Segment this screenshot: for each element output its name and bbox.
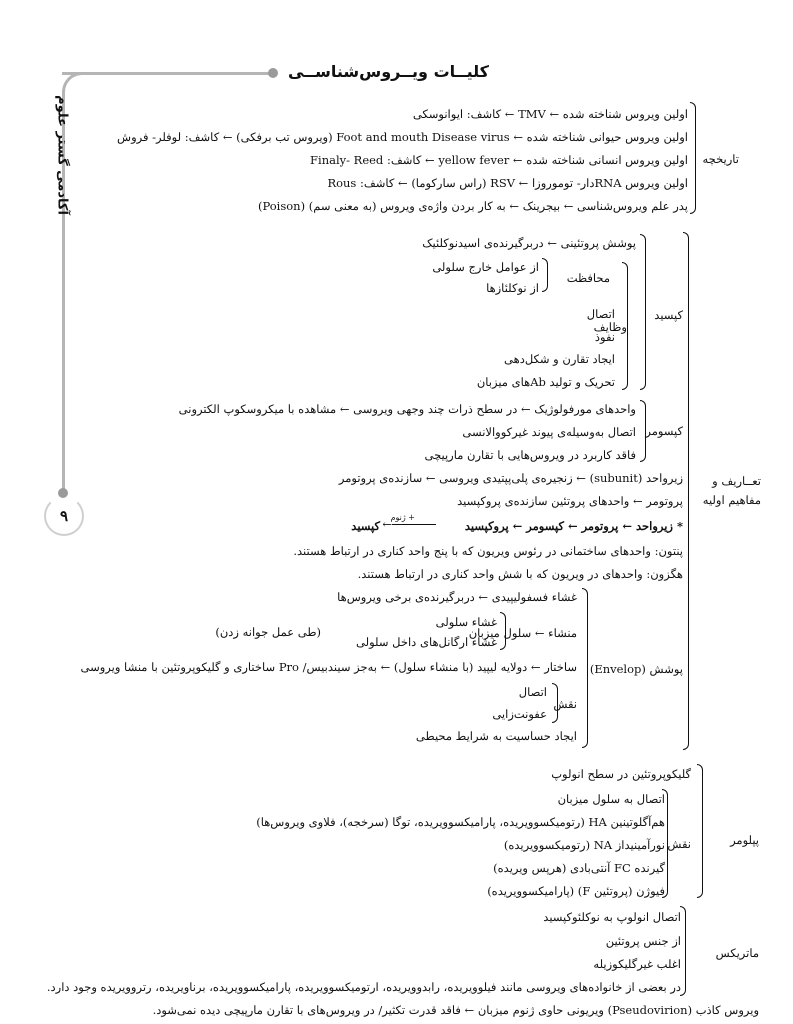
history-line: اولین ویروس انسانی شناخته شده ← yellow fever ← کاشف: Finaly- Reed	[310, 153, 688, 167]
origin-note: (طی عمل جوانه زدن)	[215, 625, 321, 639]
history-label: تاریخچه	[702, 152, 739, 166]
matrix-item: در بعضی از خانواده‌های ویروسی مانند فیلوویریده، رابدوویریده، ارتومیکسوویریده، پارامیکسوویریده، برناویریده، رتروویریده وجود دارد.	[46, 980, 681, 994]
capsomer-brace	[640, 400, 646, 462]
definitions-brace	[683, 232, 689, 750]
capsomer-label: کپسومر	[645, 424, 683, 438]
history-line: اولین ویروس حیوانی شناخته شده ← Foot and mouth Disease virus (ویروس تب برفکی) ← کاشف: لوفلر- فروش	[117, 130, 688, 144]
functions-label: وظایف	[593, 320, 627, 334]
protection-item: از عوامل خارج سلولی	[432, 260, 539, 274]
pseudovirion-line: ویروس کاذب (Pseudovirion) ویریونی حاوی ژنوم میزبان ← فاقد قدرت تکثیر/ در ویروس‌های با تقارن مارپیچی دیده نمی‌شود.	[152, 1003, 759, 1017]
history-brace	[690, 102, 696, 214]
peplomer-line: گلیکوپروتئین در سطح انولوپ	[551, 767, 691, 781]
peplomer-role-item: اتصال به سلول میزبان	[557, 792, 665, 806]
definitions-label: تعــاریف و	[712, 474, 761, 488]
function-item: ایجاد تقارن و شکل‌دهی	[504, 352, 615, 366]
capsid-label: کپسید	[654, 308, 683, 322]
peplomer-role-item: نورآمینیداز NA (رتومیکسوویریده)	[503, 838, 665, 852]
role-item: اتصال	[518, 685, 547, 699]
frame-corner	[62, 72, 84, 94]
history-line: اولین ویروس RNAدار- توموروزا ← RSV (راس سارکوما) ← کاشف: Rous	[327, 176, 688, 190]
capsid-brace	[640, 234, 646, 390]
protection-label: محافظت	[566, 271, 610, 285]
peplomer-role-item: گیرنده FC آنتی‌بادی (هرپس ویریده)	[493, 861, 665, 875]
brand-vertical: آکادمی گستر علوم	[54, 95, 70, 215]
chain-arrow-line	[392, 524, 436, 525]
envelope-label: پوشش (Envelop)	[589, 662, 683, 676]
peplomer-brace	[697, 764, 703, 898]
history-line: اولین ویروس شناخته شده ← TMV ← کاشف: ایوانوسکی	[412, 107, 688, 121]
protection-item: از نوکلئازها	[486, 281, 539, 295]
matrix-item: اغلب غیرگلیکوزیله	[593, 957, 681, 971]
penton-line: پنتون: واحدهای ساختمانی در رئوس ویریون که با پنج واحد کناری در ارتباط هستند.	[293, 544, 683, 558]
role-label: نقش	[553, 697, 577, 711]
page-title: کلیــات ویــروس‌شناســی	[288, 62, 489, 81]
capsomer-item: اتصال به‌وسیله‌ی پیوند غیرکووالانسی	[462, 425, 636, 439]
envelope-line: غشاء فسفولیپیدی ← دربرگیرنده‌ی برخی ویروس‌ها	[337, 590, 577, 604]
functions-brace	[622, 262, 628, 390]
page-number: ۹	[44, 496, 84, 536]
envelope-brace	[582, 588, 588, 748]
matrix-label: ماتریکس	[715, 946, 759, 960]
chain-arrow-head: ←	[382, 517, 392, 531]
envelope-last: ایجاد حساسیت به شرایط محیطی	[415, 729, 577, 743]
hexon-line: هگزون: واحدهای در ویریون که با شش واحد کناری در ارتباط هستند.	[357, 567, 683, 581]
role-item: عفونت‌زایی	[492, 707, 547, 721]
role-brace	[552, 683, 558, 723]
peplomer-role-item: فیوژن (پروتئین F) (پارامیکسوویریده)	[487, 884, 665, 898]
subunit-line: زیرواحد (subunit) ← زنجیره‌ی پلی‌پپتیدی ویروسی ← سازنده‌ی پروتومر	[338, 471, 683, 485]
function-item: اتصال	[586, 307, 615, 321]
origin-label: منشاء ← سلول میزبان	[468, 626, 577, 640]
origin-item: غشاء ارگانل‌های داخل سلولی	[356, 635, 497, 649]
rule-dot-top	[268, 68, 278, 78]
chain-arrow-label: + ژنوم	[390, 513, 415, 522]
function-item: نفوذ	[594, 330, 615, 344]
chain-prefix: * زیرواحد ← پروتومر ← کپسومر ← پروکپسید	[464, 519, 683, 533]
definitions-label: مفاهیم اولیه	[702, 493, 761, 507]
header-rule	[62, 72, 272, 75]
chain-suffix: کپسید	[351, 519, 380, 533]
peplomer-role-label: نقش	[667, 837, 691, 851]
protomer-line: پروتومر ← واحدهای پروتئین سازنده‌ی پروکپسید	[457, 494, 683, 508]
history-line: پدر علم ویروس‌شناسی ← بیجرینک ← به کار بردن واژه‌ی ویروس (به معنی سم) (Poison)	[257, 199, 688, 213]
capsomer-item: واحدهای مورفولوژیک ← در سطح ذرات چند وجهی ویروسی ← مشاهده با میکروسکوپ الکترونی	[178, 402, 636, 416]
matrix-item: از جنس پروتئین	[605, 934, 681, 948]
origin-brace	[500, 612, 506, 650]
protection-brace	[542, 258, 548, 292]
structure-line: ساختار ← دولایه لیپید (با منشاء سلول) ← به‌جز سیندبیس/ Pro ساختاری و گلیکوپروتئین با منشا ویروسی	[80, 660, 577, 674]
matrix-item: اتصال انولوپ به نوکلئوکپسید	[543, 910, 681, 924]
capsid-line: پوشش پروتئینی ← دربرگیرنده‌ی اسیدنوکلئیک	[422, 236, 636, 250]
function-item: تحریک و تولید Abهای میزبان	[476, 375, 615, 389]
origin-item: غشاء سلولی	[435, 615, 497, 629]
capsomer-item: فاقد کاربرد در ویروس‌هایی با تقارن مارپیچی	[424, 448, 636, 462]
peplomer-label: پپلومر	[730, 833, 759, 847]
peplomer-role-item: هم‌آگلوتینین HA (رتومیکسوویریده، پارامیکسوویریده، توگا (سرخجه)، فلاوی ویروس‌ها)	[256, 815, 665, 829]
